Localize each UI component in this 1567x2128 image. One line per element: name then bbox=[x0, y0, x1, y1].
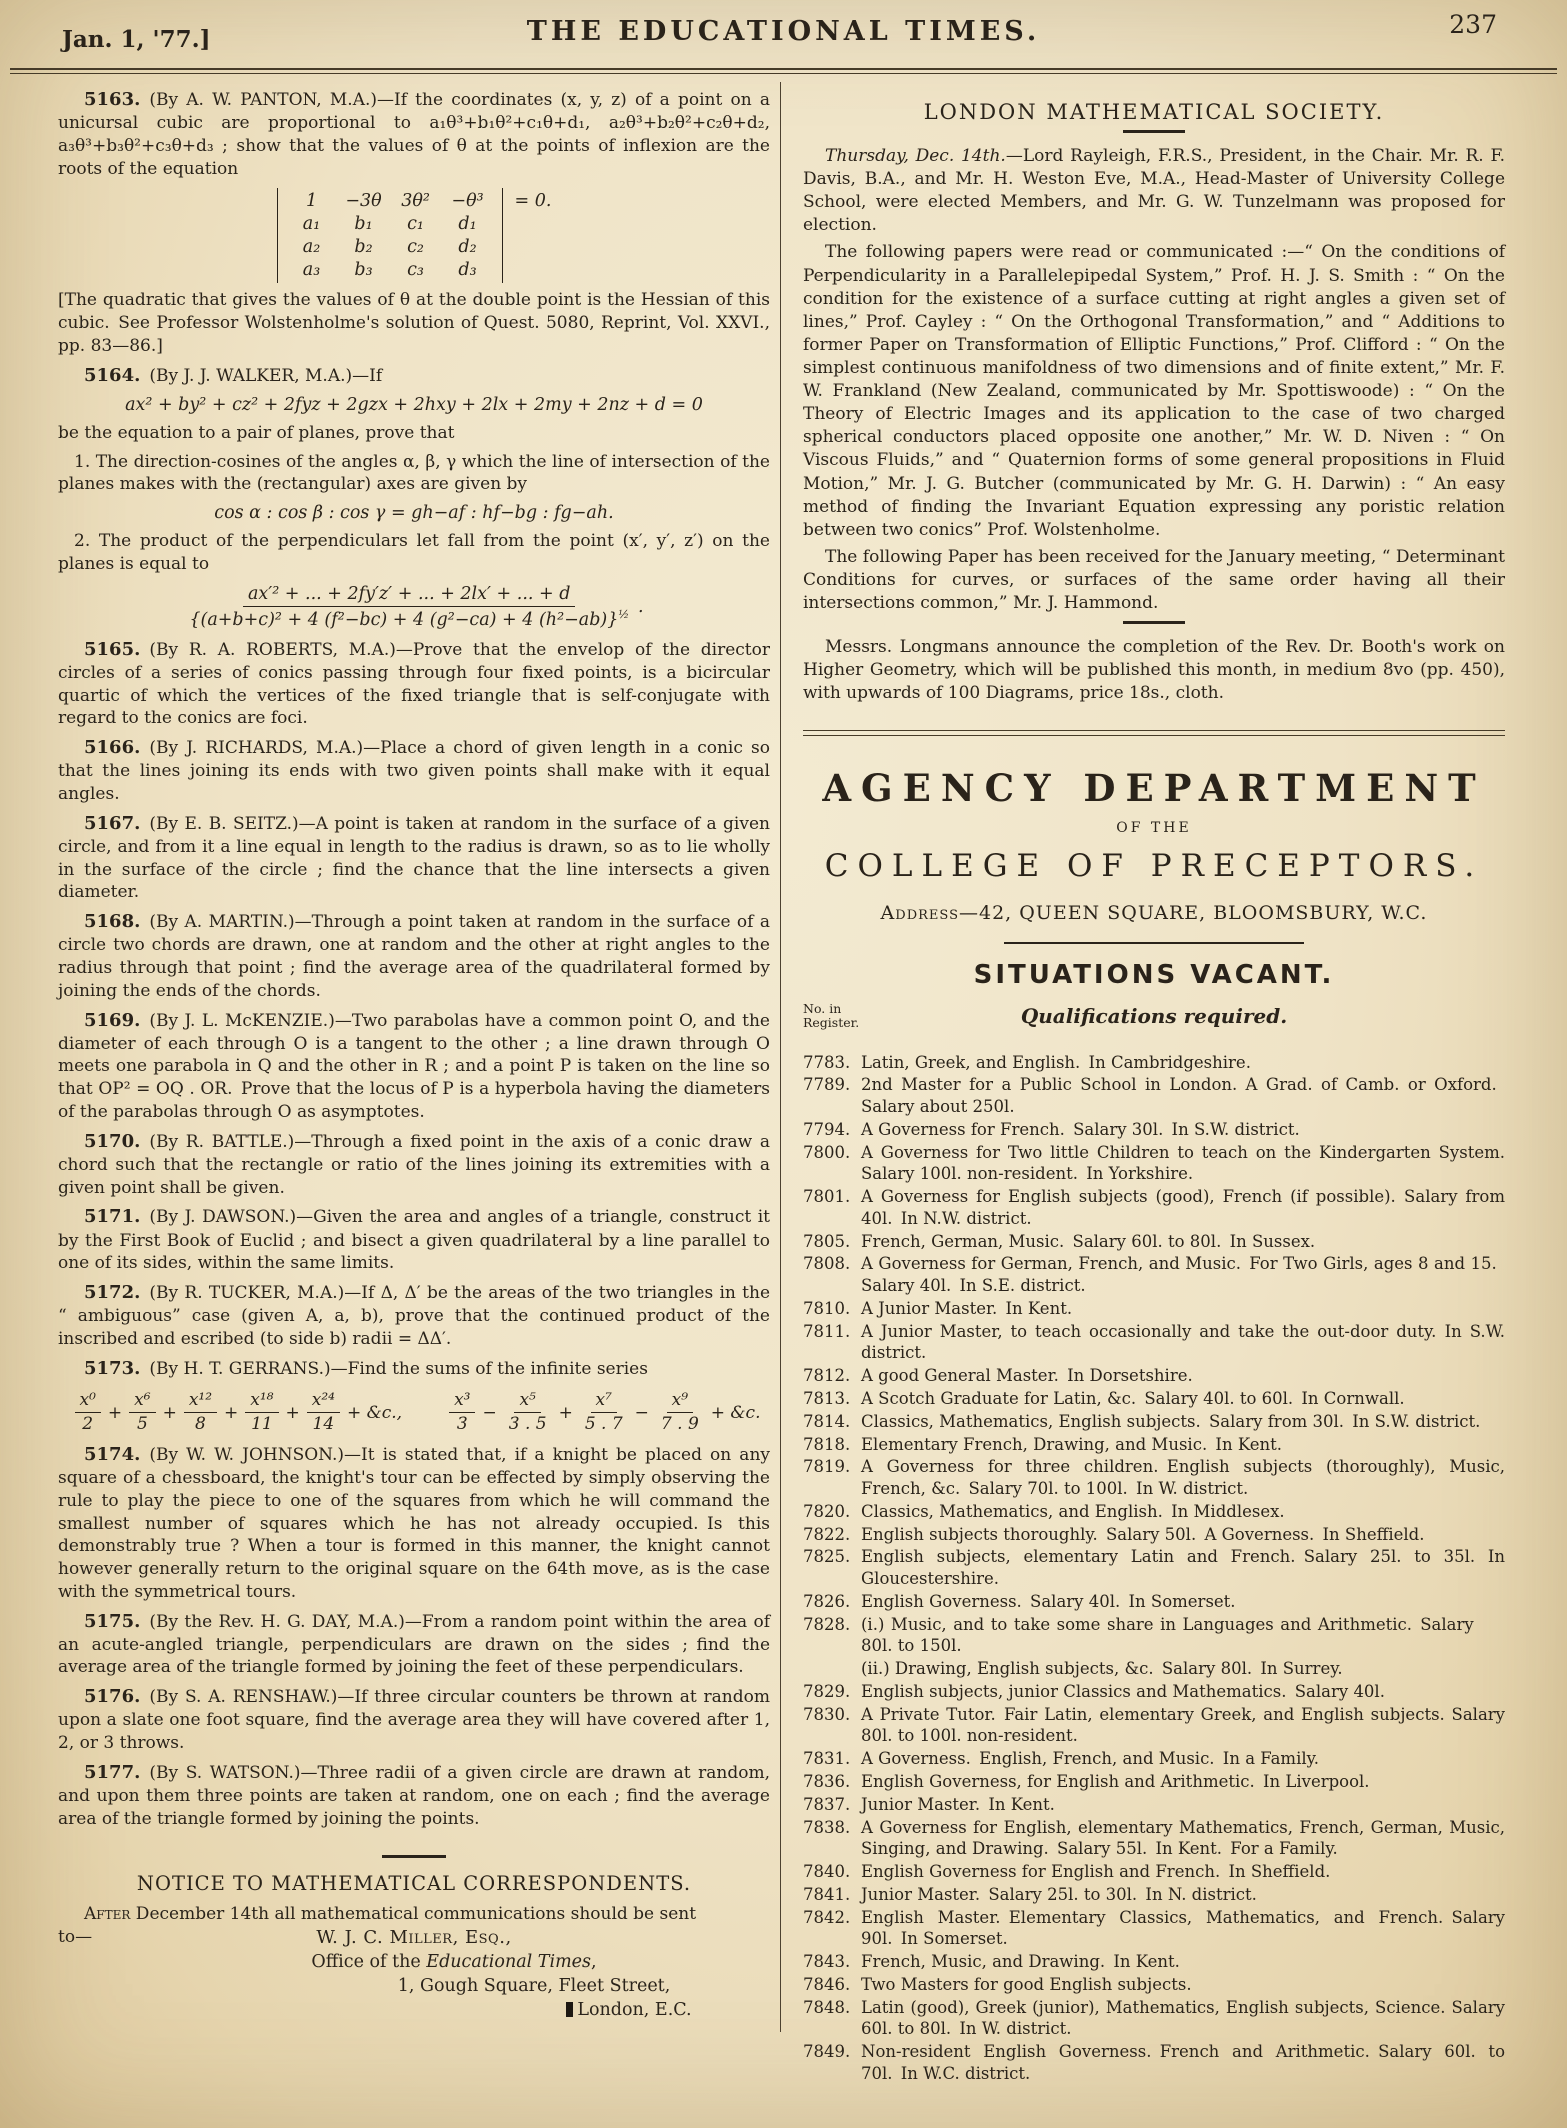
vacancy-row bbox=[803, 1119, 1505, 1141]
masthead bbox=[0, 0, 1567, 64]
problem-5164 bbox=[58, 364, 770, 388]
problem-text: (By W. W. JOHNSON.)—It is stated that, if a knight be placed on any square of a chessboard, the knight's tour can be effected by simply observing the rule to play the piece to one of the squares from which he will command the smallest number of squares which he has not already occupied. Is this demonstrably true ? When a tour is formed in this manner, the knight cannot however generally return to the original square on the 64th move, as is the case with the symmetrical tours. bbox=[58, 1444, 770, 1602]
det-cell: −θ³ bbox=[451, 191, 484, 212]
vacancy-register-number: 7848. bbox=[803, 1997, 851, 2017]
vacancy-register-number: 7825. bbox=[803, 1547, 851, 1567]
vacancy-row bbox=[803, 1591, 1505, 1613]
agency-department-title: AGENCY DEPARTMENT bbox=[822, 765, 1486, 810]
vacancy-row bbox=[803, 1997, 1505, 2041]
problem-5164-item2: 2. The product of the perpendiculars let fall from the point (x′, y′, z′) on the planes is equal to bbox=[58, 531, 770, 574]
vacancy-row bbox=[803, 1614, 1505, 1658]
problem-number: 5167. bbox=[84, 812, 141, 834]
vacancy-register-number: 7838. bbox=[803, 1817, 851, 1837]
vacancy-register-number: 7829. bbox=[803, 1681, 851, 1701]
operator: + bbox=[224, 1402, 239, 1423]
problem-text: (By J. J. WALKER, M.A.)—If bbox=[149, 365, 383, 386]
fraction-numerator: x¹⁸ bbox=[245, 1391, 278, 1414]
address-street: 1, Gough Square, Fleet Street, bbox=[397, 1976, 671, 1997]
fraction-numerator: x⁷ bbox=[591, 1391, 617, 1414]
fraction-denominator bbox=[184, 607, 634, 630]
equation-5164-1: ax² + by² + cz² + 2fyz + 2gzx + 2hxy + 2lx + 2my + 2nz + d = 0 bbox=[125, 394, 703, 415]
fraction bbox=[656, 1391, 704, 1435]
notice-paragraph bbox=[58, 1903, 770, 1926]
vacancy-row bbox=[803, 1748, 1505, 1770]
denominator-text: {(a+b+c)² + 4 (f²−bc) + 4 (g²−ca) + 4 (h²−ab)} bbox=[189, 609, 619, 630]
vacancy-row bbox=[803, 1365, 1505, 1387]
right-column bbox=[781, 82, 1567, 2086]
vacancy-row bbox=[803, 1298, 1505, 1320]
vacancy-row bbox=[803, 1681, 1505, 1703]
series-term bbox=[482, 1391, 551, 1435]
vacancy-description: A Governess for French. Salary 30l. In S.W. district. bbox=[861, 1119, 1300, 1139]
det-cell: d₂ bbox=[458, 237, 477, 258]
fraction-denominator: 7 . 9 bbox=[660, 1414, 699, 1435]
vacancy-register-number: 7830. bbox=[803, 1704, 851, 1724]
problem-number: 5175. bbox=[84, 1610, 141, 1632]
problem-text: (By A. MARTIN.)—Through a point taken at random in the surface of a circle two chords are drawn, one at random and the other at right angles to the radius through that point ; find the average area of the quadrilateral formed by joining the ends of the chords. bbox=[58, 912, 770, 1001]
vacancy-register-number: 7846. bbox=[803, 1974, 851, 1994]
notice-to: to— bbox=[58, 1927, 93, 1948]
problem-5167 bbox=[58, 812, 770, 904]
fraction-denominator: 5 bbox=[136, 1414, 148, 1435]
qualifications-header: Qualifications required. bbox=[1020, 1003, 1288, 1028]
determinant-matrix bbox=[277, 188, 503, 283]
situations-list bbox=[803, 1052, 1505, 2085]
series-equations bbox=[58, 1391, 770, 1435]
columns bbox=[0, 74, 1567, 2086]
det-cell: a₂ bbox=[302, 237, 321, 258]
address-office-pre: Office of the bbox=[311, 1952, 427, 1973]
notice-address-line bbox=[58, 1927, 770, 1948]
problem-text: (By R. A. ROBERTS, M.A.)—Prove that the envelop of the director circles of a series of conics passing through four fixed points, is a bicircular quartic of which the vertices of the fixed triangle that is self-conjugate with regard to the conics are foci. bbox=[58, 639, 770, 729]
problem-number: 5174. bbox=[84, 1443, 141, 1465]
det-cell: b₃ bbox=[354, 260, 373, 281]
det-cell: a₁ bbox=[302, 214, 321, 235]
vacancy-description: French, Music, and Drawing. In Kent. bbox=[861, 1952, 1180, 1972]
vacancy-row bbox=[803, 1794, 1505, 1816]
vacancy-row bbox=[803, 1974, 1505, 1996]
problem-text: (By J. L. McKENZIE.)—Two parabolas have a common point O, and the diameter of each through O is a tangent to the other ; a line drawn through O meets one parabola in Q and the other in R ; and a point P is taken on the line so that OP² = OQ . OR. Prove that the locus of P is a hyperbola having the diameters of the parabolas through O as asymptotes. bbox=[58, 1010, 770, 1122]
fraction bbox=[580, 1391, 628, 1435]
vacancy-description: Junior Master. In Kent. bbox=[861, 1794, 1055, 1814]
situations-vacant-title: SITUATIONS VACANT. bbox=[973, 959, 1335, 990]
vacancy-description: Two Masters for good English subjects. bbox=[861, 1974, 1192, 1994]
problem-number: 5169. bbox=[84, 1009, 141, 1031]
vacancy-register-number: 7843. bbox=[803, 1952, 851, 1972]
problem-number: 5165. bbox=[84, 638, 141, 660]
vacancy-register-number: 7831. bbox=[803, 1749, 851, 1769]
vacancy-register-number: 7805. bbox=[803, 1231, 851, 1251]
series-term bbox=[224, 1391, 278, 1435]
vacancy-row bbox=[803, 1501, 1505, 1523]
ink-blot bbox=[566, 2002, 573, 2017]
society-paragraph-3: The following Paper has been received for the January meeting, “ Determinant Conditions for curves, or surfaces of the same order having all their intersections common,” Mr. J. Hammond. bbox=[803, 546, 1505, 614]
vacancy-register-number: 7820. bbox=[803, 1501, 851, 1521]
series-term bbox=[635, 1391, 704, 1435]
college-of-preceptors-title: COLLEGE OF PRECEPTORS. bbox=[824, 847, 1484, 884]
fraction-numerator: x⁶ bbox=[129, 1391, 155, 1414]
operator: + bbox=[107, 1402, 123, 1423]
vacancy-row bbox=[803, 1771, 1505, 1793]
problem-5166 bbox=[58, 736, 770, 806]
problem-5175 bbox=[58, 1610, 770, 1680]
vacancy-description: A Scotch Graduate for Latin, &c. Salary 40l. to 60l. In Cornwall. bbox=[861, 1389, 1405, 1408]
fraction-denominator: 14 bbox=[312, 1414, 335, 1435]
vacancy-description: English subjects, junior Classics and Mathematics. Salary 40l. bbox=[861, 1681, 1385, 1701]
society-title: LONDON MATHEMATICAL SOCIETY. bbox=[923, 100, 1385, 124]
page-title: THE EDUCATIONAL TIMES. bbox=[526, 16, 1041, 47]
problem-number: 5170. bbox=[84, 1130, 141, 1152]
vacancy-register-number: 7814. bbox=[803, 1411, 851, 1431]
address-office-journal: Educational Times bbox=[426, 1952, 592, 1973]
problem-5163 bbox=[58, 88, 770, 180]
vacancy-row bbox=[803, 1411, 1505, 1433]
fraction-numerator: x²⁴ bbox=[307, 1391, 340, 1414]
notice-lead: After bbox=[84, 1903, 131, 1924]
fraction bbox=[129, 1391, 155, 1435]
vacancy-description: Latin, Greek, and English. In Cambridgeshire. bbox=[861, 1052, 1251, 1072]
agency-of-the: OF THE bbox=[1116, 819, 1192, 836]
vacancy-register-number: 7812. bbox=[803, 1366, 851, 1386]
series-2 bbox=[442, 1391, 704, 1435]
problem-number: 5172. bbox=[84, 1282, 141, 1304]
exponent: ½ bbox=[618, 607, 630, 621]
fraction-denominator: 3 . 5 bbox=[508, 1414, 547, 1435]
det-cell: 3θ² bbox=[401, 191, 430, 212]
vacancy-register-number: 7841. bbox=[803, 1884, 851, 1904]
vacancy-row bbox=[803, 1524, 1505, 1546]
situations-header bbox=[803, 998, 1505, 1042]
fraction bbox=[184, 1391, 217, 1435]
problem-text: (By E. B. SEITZ.)—A point is taken at random in the surface of a given circle, and from it a line equal in length to the radius is drawn, so as to lie wholly in the surface of the circle ; find the chance that the line intersects a given diameter. bbox=[58, 813, 770, 903]
vacancy-description: A Junior Master. In Kent. bbox=[861, 1298, 1073, 1318]
problem-text: (By S. WATSON.)—Three radii of a given circle are drawn at random, and upon them three points are taken at random, one on each ; find the average area of the triangle formed by joining the points. bbox=[58, 1762, 770, 1829]
vacancy-register-number: 7789. bbox=[803, 1075, 851, 1095]
operator: − bbox=[634, 1402, 649, 1423]
fraction-denominator: 3 bbox=[456, 1414, 468, 1435]
vacancy-row bbox=[803, 1321, 1505, 1365]
det-cell: c₃ bbox=[407, 260, 424, 281]
operator: + bbox=[558, 1402, 573, 1423]
vacancy-description: Classics, Mathematics, and English. In Middlesex. bbox=[861, 1501, 1285, 1521]
vacancy-row bbox=[803, 1951, 1505, 1973]
problem-5164-mid: be the equation to a pair of planes, prove that bbox=[58, 422, 455, 443]
problem-5176 bbox=[58, 1685, 770, 1755]
vacancy-description: English subjects, elementary Latin and French. Salary 25l. to 35l. In Gloucestershire. bbox=[861, 1547, 1505, 1589]
vacancy-row bbox=[803, 1074, 1505, 1118]
vacancy-description: Elementary French, Drawing, and Music. In Kent. bbox=[861, 1434, 1282, 1454]
series-term bbox=[68, 1391, 101, 1435]
equation-5164-fraction bbox=[58, 584, 770, 630]
section-rule bbox=[1004, 942, 1304, 944]
address-office-post: , bbox=[591, 1952, 597, 1973]
problem-5169 bbox=[58, 1009, 770, 1124]
problem-5174 bbox=[58, 1443, 770, 1604]
problem-5163-note: [The quadratic that gives the values of θ at the double point is the Hessian of this cubic. See Professor Wolstenholme's solution of Quest. 5080, Reprint, Vol. XXVI., pp. 83—86.] bbox=[58, 290, 770, 356]
fraction bbox=[245, 1391, 278, 1435]
problem-text: (By R. TUCKER, M.A.)—If Δ, Δ′ be the areas of the two triangles in the “ ambiguous” case (given A, a, b), prove that the continued product of the inscribed and escribed (to side b) radii = ΔΔ′. bbox=[58, 1283, 770, 1349]
vacancy-description: English subjects thoroughly. Salary 50l. A Governess. In Sheffield. bbox=[861, 1524, 1425, 1544]
series-term bbox=[108, 1391, 156, 1435]
notice-title: NOTICE TO MATHEMATICAL CORRESPONDENTS. bbox=[136, 1871, 692, 1895]
vacancy-row bbox=[803, 1456, 1505, 1500]
vacancy-row bbox=[803, 1907, 1505, 1951]
series-1 bbox=[68, 1391, 340, 1435]
equation-tail: . bbox=[638, 596, 644, 617]
section-rule bbox=[382, 1855, 446, 1858]
fraction bbox=[449, 1391, 475, 1435]
meeting-date: Thursday, Dec. 14th. bbox=[825, 146, 1006, 166]
det-cell: −3θ bbox=[345, 191, 382, 212]
fraction-denominator: 5 . 7 bbox=[584, 1414, 623, 1435]
det-cell: a₃ bbox=[302, 260, 321, 281]
vacancy-description: A Governess for English subjects (good), French (if possible). Salary from 40l. In N.W. district. bbox=[861, 1187, 1505, 1228]
vacancy-description: A good General Master. In Dorsetshire. bbox=[861, 1366, 1193, 1386]
fraction-numerator: ax′² + ... + 2fy′z′ + ... + 2lx′ + ... + d bbox=[243, 584, 576, 607]
agency-rule bbox=[803, 730, 1505, 736]
problem-number: 5173. bbox=[84, 1357, 141, 1379]
vacancy-row bbox=[803, 1388, 1505, 1410]
issue-date: Jan. 1, '77.] bbox=[62, 26, 211, 53]
vacancy-description: A Governess. English, French, and Music. In a Family. bbox=[861, 1749, 1320, 1769]
vacancy-description: A Governess for Two little Children to teach on the Kindergarten System. Salary 100l. non-resident. In Yorkshire. bbox=[861, 1142, 1505, 1184]
vacancy-row bbox=[803, 1658, 1505, 1680]
problem-number: 5166. bbox=[84, 737, 141, 759]
register-column-header bbox=[803, 1002, 859, 1032]
vacancy-description: French, German, Music. Salary 60l. to 80l. In Sussex. bbox=[861, 1231, 1316, 1251]
vacancy-row bbox=[803, 1186, 1505, 1230]
vacancy-description: A Governess for three children. English subjects (thoroughly), Music, French, &c. Salary 70l. to 100l. In W. district. bbox=[861, 1457, 1505, 1499]
series-term bbox=[286, 1391, 340, 1435]
problem-5173 bbox=[58, 1357, 770, 1381]
fraction-numerator: x⁵ bbox=[514, 1391, 540, 1414]
vacancy-row bbox=[803, 1817, 1505, 1861]
section-rule bbox=[1123, 130, 1185, 133]
operator: + bbox=[162, 1402, 177, 1423]
vacancy-description: (i.) Music, and to take some share in Languages and Arithmetic. Salary 80l. to 150l. bbox=[861, 1614, 1505, 1656]
vacancy-register-number: 7849. bbox=[803, 2042, 851, 2062]
problem-text: (By S. A. RENSHAW.)—If three circular counters be thrown at random upon a slate one foot square, find the average area they will have covered after 1, 2, or 3 throws. bbox=[58, 1687, 770, 1754]
det-cell: b₁ bbox=[354, 214, 373, 235]
vacancy-register-number: 7837. bbox=[803, 1794, 851, 1814]
agency-address: Address—42, QUEEN SQUARE, BLOOMSBURY, W.C. bbox=[880, 901, 1428, 924]
vacancy-register-number: 7836. bbox=[803, 1772, 851, 1792]
problem-number: 5176. bbox=[84, 1686, 141, 1708]
det-cell: b₂ bbox=[354, 237, 373, 258]
fraction bbox=[184, 584, 634, 630]
vacancy-description: Non-resident English Governess. French and Arithmetic. Salary 60l. to 70l. In W.C. district. bbox=[861, 2042, 1505, 2083]
problem-text: (By R. BATTLE.)—Through a fixed point in the axis of a conic draw a chord such that the rectangle or ratio of the lines joining its extremities with a given point shall be given. bbox=[58, 1131, 770, 1198]
vacancy-register-number: 7813. bbox=[803, 1389, 851, 1408]
fraction-numerator: x⁰ bbox=[75, 1391, 101, 1414]
problem-5171 bbox=[58, 1205, 770, 1275]
problem-number: 5163. bbox=[84, 89, 141, 110]
vacancy-row bbox=[803, 1231, 1505, 1253]
problem-text: (By A. W. PANTON, M.A.)—If the coordinates (x, y, z) of a point on a unicursal cubic are proportional to a₁θ³+b₁θ²+c₁θ+d₁, a₂θ³+b₂θ²+c₂θ+d₂, a₃θ³+b₃θ²+c₃θ+d₃ ; show that the values of θ at the points of inflexion are the roots of the equation bbox=[58, 90, 770, 179]
series-1-tail: + &c., bbox=[346, 1402, 403, 1423]
vacancy-register-number: 7840. bbox=[803, 1862, 851, 1882]
series-term bbox=[163, 1391, 217, 1435]
series-term bbox=[442, 1391, 475, 1435]
problem-text: (By J. DAWSON.)—Given the area and angles of a triangle, construct it by the First Book of Euclid ; and bisect a given quadrilateral by a line parallel to one of its sides, within the same limits. bbox=[58, 1207, 770, 1274]
det-cell: c₂ bbox=[407, 237, 424, 258]
problem-5168 bbox=[58, 910, 770, 1002]
address-office bbox=[98, 1952, 810, 1972]
vacancy-description: A Junior Master, to teach occasionally and take the out-door duty. In S.W. district. bbox=[861, 1321, 1505, 1363]
vacancy-register-number: 7822. bbox=[803, 1524, 851, 1544]
vacancy-description: English Master. Elementary Classics, Mathematics, and French. Salary 90l. In Somerset. bbox=[861, 1907, 1505, 1949]
vacancy-register-number: 7794. bbox=[803, 1119, 851, 1139]
longmans-announcement: Messrs. Longmans announce the completion of the Rev. Dr. Booth's work on Higher Geometry, which will be published this month, in medium 8vo (pp. 450), with upwards of 100 Diagrams, price 18s., cloth. bbox=[803, 637, 1505, 704]
vacancy-register-number: 7826. bbox=[803, 1591, 851, 1611]
problem-number: 5164. bbox=[84, 364, 141, 386]
problem-number: 5171. bbox=[84, 1206, 141, 1228]
vacancy-description: A Governess for German, French, and Music. For Two Girls, ages 8 and 15. Salary 40l. In S.E. district. bbox=[861, 1254, 1505, 1296]
equation-5164-2: cos α : cos β : cos γ = gh−af : hf−bg : fg−ah. bbox=[214, 503, 614, 524]
vacancy-row bbox=[803, 1704, 1505, 1748]
determinant-equation bbox=[58, 188, 770, 283]
det-cell: c₁ bbox=[407, 214, 424, 235]
vacancy-description: English Governess, for English and Arithmetic. In Liverpool. bbox=[861, 1772, 1370, 1792]
vacancy-description: Classics, Mathematics, English subjects. Salary from 30l. In S.W. district. bbox=[861, 1411, 1481, 1431]
problem-number: 5168. bbox=[84, 911, 141, 933]
problem-number: 5177. bbox=[84, 1761, 141, 1783]
vacancy-description: 2nd Master for a Public School in London. A Grad. of Camb. or Oxford. Salary about 250l. bbox=[861, 1075, 1505, 1117]
fraction-denominator: 2 bbox=[82, 1414, 94, 1435]
fraction-denominator: 11 bbox=[251, 1414, 273, 1435]
vacancy-register-number: 7842. bbox=[803, 1907, 851, 1927]
fraction-numerator: x¹² bbox=[184, 1391, 217, 1414]
problem-text: (By the Rev. H. G. DAY, M.A.)—From a random point within the area of an acute-angled triangle, perpendiculars are drawn on the sides ; find the average area of the triangle formed by joining the feet of these perpendiculars. bbox=[58, 1611, 770, 1678]
vacancy-row bbox=[803, 1884, 1505, 1906]
det-cell: 1 bbox=[305, 191, 318, 212]
vacancy-register-number: 7810. bbox=[803, 1298, 851, 1318]
fraction bbox=[307, 1391, 340, 1435]
vacancy-row bbox=[803, 2041, 1505, 2085]
page-number: 237 bbox=[1449, 10, 1497, 39]
register-header-line2: Register. bbox=[803, 1015, 860, 1031]
vacancy-description: A Governess for English, elementary Mathematics, French, German, Music, Singing, and Drawing. Salary 55l. In Kent. For a Family. bbox=[861, 1817, 1505, 1859]
fraction bbox=[75, 1391, 101, 1435]
vacancy-register-number: 7811. bbox=[803, 1321, 851, 1341]
notice-body: December 14th all mathematical communications should be sent bbox=[130, 1903, 697, 1924]
problem-5177 bbox=[58, 1761, 770, 1831]
series-term bbox=[559, 1391, 628, 1435]
society-paragraph-2: The following papers were read or communicated :—“ On the conditions of Perpendicularity in a Parallelepipedal System,” Prof. H. J. S. Smith : “ On the condition for the existence of a surface cutting at right angles a given set of lines,” Prof. Cayley : “ On the Orthogonal Transformation,” and “ Additions to former Paper on Transformation of Elliptic Functions,” Prof. Clifford : “ On the simplest continuous manifoldness of two dimensions and of finite extent,” Mr. F. W. Frankland (New Zealand, communicated by Mr. Spottiswoode) : “ On the Theory of Electric Images and its application to the case of two charged spherical conductors placed opposite one another,” Mr. W. D. Niven : “ On Viscous Fluids,” and “ Quaternion forms of some general propositions in Fluid Motion,” Mr. J. G. Butcher (communicated by Mr. G. H. Darwin) : “ An easy method of finding the Invariant Equation expressing any poristic relation between two conics” Prof. Wolstenholme. bbox=[803, 242, 1505, 540]
register-header-line1: No. in bbox=[803, 1000, 842, 1016]
vacancy-register-number: 7783. bbox=[803, 1052, 851, 1072]
vacancy-row bbox=[803, 1052, 1505, 1074]
operator: + bbox=[285, 1402, 300, 1423]
vacancy-register-number: 7819. bbox=[803, 1457, 851, 1477]
vacancy-register-number: 7800. bbox=[803, 1142, 851, 1162]
vacancy-row bbox=[803, 1253, 1505, 1297]
fraction-numerator: x⁹ bbox=[667, 1391, 693, 1414]
address-name: W. J. C. Miller, Esq., bbox=[316, 1927, 512, 1949]
section-rule bbox=[1123, 621, 1185, 624]
vacancy-description: English Governess for English and French. In Sheffield. bbox=[861, 1862, 1331, 1882]
det-cell: d₁ bbox=[458, 214, 477, 235]
vacancy-row bbox=[803, 1546, 1505, 1590]
vacancy-description: English Governess. Salary 40l. In Somerset. bbox=[861, 1591, 1236, 1611]
problem-text: (By J. RICHARDS, M.A.)—Place a chord of given length in a conic so that the lines joining its ends with two given points shall make with it equal angles. bbox=[58, 738, 770, 804]
fraction-numerator: x³ bbox=[449, 1391, 475, 1414]
vacancy-description: Junior Master. Salary 25l. to 30l. In N. district. bbox=[861, 1884, 1257, 1904]
problem-text: (By H. T. GERRANS.)—Find the sums of the infinite series bbox=[149, 1358, 648, 1379]
vacancy-row bbox=[803, 1434, 1505, 1456]
left-column bbox=[58, 82, 770, 2020]
operator: − bbox=[482, 1402, 497, 1423]
problem-5164-item1: 1. The direction-cosines of the angles α, β, γ which the line of intersection of the planes makes with the (rectangular) axes are given by bbox=[58, 451, 770, 495]
problem-5170 bbox=[58, 1130, 770, 1200]
equation-rhs: = 0. bbox=[514, 191, 552, 212]
paragraph-text: —Lord Rayleigh, F.R.S., President, in the Chair. Mr. R. F. Davis, B.A., and Mr. H. Weston Eve, M.A., Head-Master of University College School, were elected Members, and Mr. G. W. Tunzelmann was proposed for election. bbox=[803, 146, 1506, 236]
vacancy-description: A Private Tutor. Fair Latin, elementary Greek, and English subjects. Salary 80l. to 100l. non-resident. bbox=[861, 1704, 1505, 1746]
problem-5172 bbox=[58, 1281, 770, 1351]
det-cell: d₃ bbox=[458, 260, 477, 281]
vacancy-register-number: 7808. bbox=[803, 1254, 851, 1274]
vacancy-register-number: 7828. bbox=[803, 1614, 851, 1634]
address-city-text: London, E.C. bbox=[577, 2000, 692, 2021]
vacancy-description: (ii.) Drawing, English subjects, &c. Salary 80l. In Surrey. bbox=[861, 1659, 1343, 1679]
fraction-denominator: 8 bbox=[195, 1414, 206, 1435]
vacancy-description: Latin (good), Greek (junior), Mathematics, English subjects, Science. Salary 60l. to 80l. In W. district. bbox=[861, 1997, 1505, 2039]
vacancy-register-number: 7818. bbox=[803, 1434, 851, 1454]
vacancy-register-number: 7801. bbox=[803, 1187, 851, 1207]
vacancy-row bbox=[803, 1861, 1505, 1883]
series-2-tail: + &c. bbox=[710, 1402, 761, 1423]
fraction bbox=[504, 1391, 552, 1435]
vacancy-row bbox=[803, 1142, 1505, 1186]
problem-5165 bbox=[58, 638, 770, 730]
society-paragraph-1 bbox=[803, 145, 1505, 237]
